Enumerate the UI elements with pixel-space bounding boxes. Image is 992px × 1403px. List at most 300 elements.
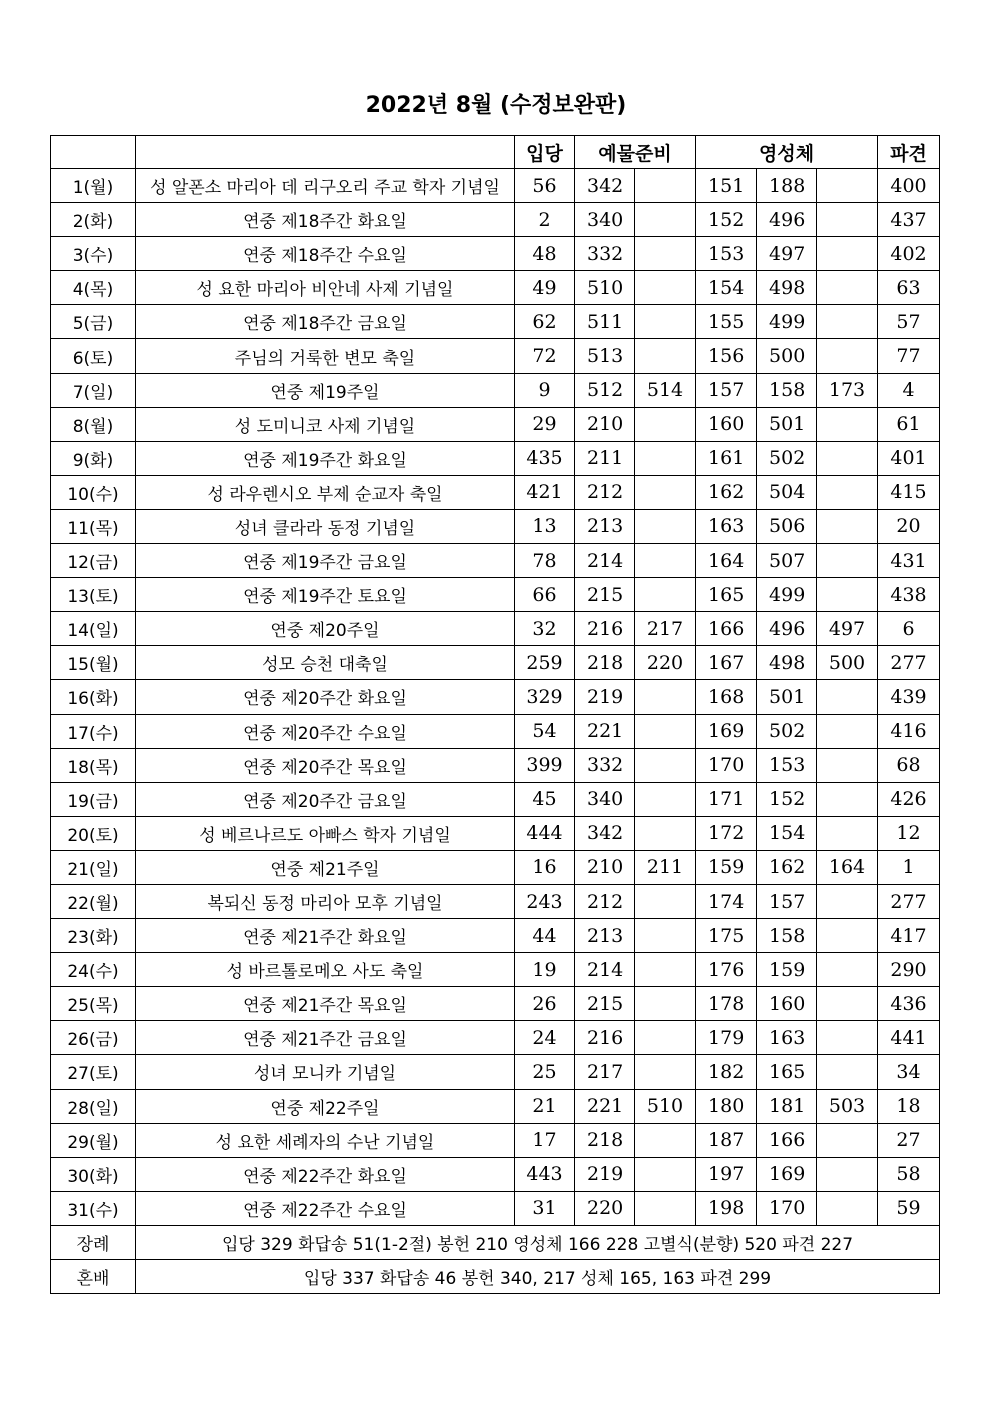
table-row <box>51 578 940 612</box>
cell-communion-2: 498 <box>757 646 817 680</box>
cell-date: 1(월) <box>51 169 136 203</box>
cell-dismissal: 431 <box>878 544 940 578</box>
cell-entrance: 78 <box>515 544 575 578</box>
cell-celebration: 연중 제21주일 <box>136 850 515 884</box>
cell-entrance: 54 <box>515 714 575 748</box>
cell-offertory-2 <box>635 953 696 987</box>
cell-communion-3 <box>817 884 878 918</box>
cell-offertory-1: 332 <box>575 748 635 782</box>
cell-communion-1: 154 <box>696 271 757 305</box>
cell-celebration: 성 도미니코 사제 기념일 <box>136 407 515 441</box>
cell-communion-2: 502 <box>757 441 817 475</box>
cell-celebration: 연중 제21주간 금요일 <box>136 1021 515 1055</box>
cell-communion-1: 163 <box>696 509 757 543</box>
cell-offertory-1: 212 <box>575 884 635 918</box>
cell-offertory-2 <box>635 1021 696 1055</box>
cell-communion-3 <box>817 1055 878 1089</box>
table-row <box>51 169 940 203</box>
cell-dismissal: 57 <box>878 305 940 339</box>
cell-dismissal: 6 <box>878 612 940 646</box>
cell-dismissal: 417 <box>878 919 940 953</box>
cell-offertory-2 <box>635 509 696 543</box>
cell-date: 20(토) <box>51 816 136 850</box>
cell-offertory-1: 512 <box>575 373 635 407</box>
cell-communion-1: 172 <box>696 816 757 850</box>
cell-offertory-2 <box>635 339 696 373</box>
cell-celebration: 연중 제18주간 수요일 <box>136 237 515 271</box>
table-row <box>51 339 940 373</box>
cell-entrance: 32 <box>515 612 575 646</box>
cell-communion-1: 156 <box>696 339 757 373</box>
page-title: 2022년 8월 (수정보완판) <box>365 93 627 118</box>
cell-communion-2: 501 <box>757 680 817 714</box>
cell-celebration: 복되신 동정 마리아 모후 기념일 <box>136 884 515 918</box>
table-row <box>51 373 940 407</box>
cell-date: 11(목) <box>51 509 136 543</box>
cell-dismissal: 290 <box>878 953 940 987</box>
cell-communion-2: 162 <box>757 850 817 884</box>
table-row <box>51 1055 940 1089</box>
cell-offertory-2 <box>635 714 696 748</box>
table-row <box>51 816 940 850</box>
cell-dismissal: 402 <box>878 237 940 271</box>
cell-celebration: 연중 제19주간 토요일 <box>136 578 515 612</box>
cell-date: 2(화) <box>51 203 136 237</box>
cell-entrance: 443 <box>515 1157 575 1191</box>
cell-offertory-1: 211 <box>575 441 635 475</box>
cell-communion-1: 187 <box>696 1123 757 1157</box>
cell-communion-2: 158 <box>757 919 817 953</box>
cell-offertory-2 <box>635 1123 696 1157</box>
cell-celebration: 성모 승천 대축일 <box>136 646 515 680</box>
cell-offertory-2 <box>635 271 696 305</box>
cell-offertory-2 <box>635 441 696 475</box>
cell-offertory-1: 217 <box>575 1055 635 1089</box>
cell-dismissal: 416 <box>878 714 940 748</box>
cell-entrance: 66 <box>515 578 575 612</box>
cell-celebration: 연중 제22주간 화요일 <box>136 1157 515 1191</box>
cell-communion-1: 174 <box>696 884 757 918</box>
cell-offertory-2 <box>635 1055 696 1089</box>
cell-celebration: 성 요한 세례자의 수난 기념일 <box>136 1123 515 1157</box>
table-row <box>51 407 940 441</box>
cell-offertory-1: 218 <box>575 1123 635 1157</box>
cell-entrance: 26 <box>515 987 575 1021</box>
cell-communion-1: 168 <box>696 680 757 714</box>
cell-offertory-1: 216 <box>575 1021 635 1055</box>
cell-communion-2: 153 <box>757 748 817 782</box>
cell-communion-3 <box>817 305 878 339</box>
cell-celebration: 연중 제20주간 화요일 <box>136 680 515 714</box>
cell-celebration: 연중 제22주일 <box>136 1089 515 1123</box>
cell-communion-2: 188 <box>757 169 817 203</box>
cell-date: 10(수) <box>51 475 136 509</box>
cell-date: 3(수) <box>51 237 136 271</box>
cell-entrance: 2 <box>515 203 575 237</box>
cell-communion-3 <box>817 1021 878 1055</box>
table-row <box>51 237 940 271</box>
cell-communion-2: 159 <box>757 953 817 987</box>
cell-entrance: 9 <box>515 373 575 407</box>
cell-communion-3 <box>817 509 878 543</box>
cell-date: 26(금) <box>51 1021 136 1055</box>
cell-offertory-1: 213 <box>575 919 635 953</box>
cell-date: 17(수) <box>51 714 136 748</box>
cell-offertory-1: 215 <box>575 578 635 612</box>
table-row <box>51 475 940 509</box>
table-row <box>51 1123 940 1157</box>
cell-offertory-1: 210 <box>575 407 635 441</box>
cell-communion-3 <box>817 578 878 612</box>
cell-date: 6(토) <box>51 339 136 373</box>
cell-offertory-2: 510 <box>635 1089 696 1123</box>
cell-celebration: 성녀 클라라 동정 기념일 <box>136 509 515 543</box>
cell-communion-3 <box>817 544 878 578</box>
cell-offertory-1: 219 <box>575 1157 635 1191</box>
cell-offertory-1: 214 <box>575 544 635 578</box>
cell-date: 24(수) <box>51 953 136 987</box>
cell-communion-2: 506 <box>757 509 817 543</box>
cell-dismissal: 68 <box>878 748 940 782</box>
cell-communion-2: 504 <box>757 475 817 509</box>
cell-communion-1: 159 <box>696 850 757 884</box>
header-offertory: 예물준비 <box>575 136 696 169</box>
cell-date: 28(일) <box>51 1089 136 1123</box>
cell-celebration: 주님의 거룩한 변모 축일 <box>136 339 515 373</box>
cell-dismissal: 58 <box>878 1157 940 1191</box>
cell-communion-3 <box>817 680 878 714</box>
cell-entrance: 329 <box>515 680 575 714</box>
header-row <box>51 136 940 169</box>
cell-celebration: 연중 제20주일 <box>136 612 515 646</box>
cell-communion-1: 170 <box>696 748 757 782</box>
cell-date: 4(목) <box>51 271 136 305</box>
cell-date: 23(화) <box>51 919 136 953</box>
table-row <box>51 1021 940 1055</box>
cell-communion-3 <box>817 1123 878 1157</box>
table-row <box>51 850 940 884</box>
cell-celebration: 연중 제22주간 수요일 <box>136 1191 515 1225</box>
cell-communion-3 <box>817 441 878 475</box>
cell-dismissal: 1 <box>878 850 940 884</box>
cell-date: 21(일) <box>51 850 136 884</box>
cell-dismissal: 277 <box>878 884 940 918</box>
table-row <box>51 953 940 987</box>
table-row <box>51 1157 940 1191</box>
cell-offertory-2 <box>635 407 696 441</box>
cell-dismissal: 400 <box>878 169 940 203</box>
table-row <box>51 748 940 782</box>
cell-communion-2: 500 <box>757 339 817 373</box>
cell-offertory-1: 342 <box>575 169 635 203</box>
cell-celebration: 연중 제20주간 금요일 <box>136 782 515 816</box>
wedding-row <box>51 1259 940 1293</box>
cell-offertory-1: 221 <box>575 1089 635 1123</box>
cell-celebration: 성 베르나르도 아빠스 학자 기념일 <box>136 816 515 850</box>
cell-dismissal: 415 <box>878 475 940 509</box>
cell-communion-2: 154 <box>757 816 817 850</box>
cell-communion-2: 507 <box>757 544 817 578</box>
cell-communion-2: 170 <box>757 1191 817 1225</box>
table-row <box>51 305 940 339</box>
cell-entrance: 16 <box>515 850 575 884</box>
cell-entrance: 31 <box>515 1191 575 1225</box>
cell-offertory-1: 511 <box>575 305 635 339</box>
funeral-text: 입당 329 화답송 51(1-2절) 봉헌 210 영성체 166 228 고별식(분향) 520 파견 227 <box>136 1225 940 1259</box>
cell-offertory-1: 210 <box>575 850 635 884</box>
cell-offertory-2 <box>635 544 696 578</box>
cell-dismissal: 20 <box>878 509 940 543</box>
cell-offertory-1: 219 <box>575 680 635 714</box>
wedding-label: 혼배 <box>51 1259 136 1293</box>
cell-communion-1: 165 <box>696 578 757 612</box>
cell-communion-1: 182 <box>696 1055 757 1089</box>
cell-communion-3 <box>817 407 878 441</box>
cell-offertory-1: 216 <box>575 612 635 646</box>
cell-entrance: 421 <box>515 475 575 509</box>
cell-date: 22(월) <box>51 884 136 918</box>
cell-communion-1: 161 <box>696 441 757 475</box>
cell-offertory-1: 215 <box>575 987 635 1021</box>
cell-date: 14(일) <box>51 612 136 646</box>
cell-offertory-1: 220 <box>575 1191 635 1225</box>
cell-communion-3: 503 <box>817 1089 878 1123</box>
funeral-row <box>51 1225 940 1259</box>
cell-offertory-2 <box>635 203 696 237</box>
cell-offertory-2 <box>635 1191 696 1225</box>
cell-communion-3 <box>817 169 878 203</box>
cell-dismissal: 77 <box>878 339 940 373</box>
cell-offertory-1: 214 <box>575 953 635 987</box>
cell-celebration: 연중 제19주간 화요일 <box>136 441 515 475</box>
cell-entrance: 13 <box>515 509 575 543</box>
cell-communion-1: 153 <box>696 237 757 271</box>
cell-date: 30(화) <box>51 1157 136 1191</box>
cell-communion-3 <box>817 1191 878 1225</box>
cell-communion-2: 496 <box>757 612 817 646</box>
cell-offertory-1: 212 <box>575 475 635 509</box>
cell-communion-3: 500 <box>817 646 878 680</box>
cell-communion-3: 497 <box>817 612 878 646</box>
cell-offertory-2: 211 <box>635 850 696 884</box>
cell-offertory-2 <box>635 884 696 918</box>
table-row <box>51 544 940 578</box>
cell-communion-3 <box>817 1157 878 1191</box>
cell-offertory-1: 513 <box>575 339 635 373</box>
cell-communion-1: 171 <box>696 782 757 816</box>
cell-offertory-1: 221 <box>575 714 635 748</box>
header-celebration <box>136 136 515 169</box>
cell-offertory-2 <box>635 748 696 782</box>
cell-communion-1: 160 <box>696 407 757 441</box>
cell-offertory-1: 213 <box>575 509 635 543</box>
cell-communion-1: 164 <box>696 544 757 578</box>
cell-communion-2: 499 <box>757 578 817 612</box>
cell-entrance: 45 <box>515 782 575 816</box>
cell-date: 7(일) <box>51 373 136 407</box>
cell-communion-1: 175 <box>696 919 757 953</box>
cell-dismissal: 61 <box>878 407 940 441</box>
cell-communion-2: 165 <box>757 1055 817 1089</box>
cell-offertory-1: 218 <box>575 646 635 680</box>
cell-entrance: 24 <box>515 1021 575 1055</box>
cell-entrance: 399 <box>515 748 575 782</box>
cell-dismissal: 27 <box>878 1123 940 1157</box>
cell-offertory-2 <box>635 475 696 509</box>
cell-offertory-2: 217 <box>635 612 696 646</box>
cell-dismissal: 437 <box>878 203 940 237</box>
cell-communion-1: 178 <box>696 987 757 1021</box>
cell-celebration: 연중 제21주간 목요일 <box>136 987 515 1021</box>
cell-offertory-2 <box>635 1157 696 1191</box>
cell-celebration: 성 라우렌시오 부제 순교자 축일 <box>136 475 515 509</box>
cell-offertory-1: 342 <box>575 816 635 850</box>
cell-communion-3 <box>817 919 878 953</box>
cell-date: 31(수) <box>51 1191 136 1225</box>
cell-communion-3 <box>817 475 878 509</box>
table-row <box>51 680 940 714</box>
cell-entrance: 19 <box>515 953 575 987</box>
cell-entrance: 29 <box>515 407 575 441</box>
table-row <box>51 714 940 748</box>
cell-communion-1: 151 <box>696 169 757 203</box>
cell-dismissal: 34 <box>878 1055 940 1089</box>
cell-dismissal: 401 <box>878 441 940 475</box>
cell-entrance: 72 <box>515 339 575 373</box>
cell-offertory-1: 332 <box>575 237 635 271</box>
cell-communion-1: 152 <box>696 203 757 237</box>
cell-date: 5(금) <box>51 305 136 339</box>
table-row <box>51 646 940 680</box>
cell-communion-3 <box>817 203 878 237</box>
cell-celebration: 성 알폰소 마리아 데 리구오리 주교 학자 기념일 <box>136 169 515 203</box>
cell-communion-1: 180 <box>696 1089 757 1123</box>
cell-communion-1: 176 <box>696 953 757 987</box>
table-row <box>51 509 940 543</box>
cell-communion-2: 166 <box>757 1123 817 1157</box>
cell-communion-2: 501 <box>757 407 817 441</box>
cell-entrance: 243 <box>515 884 575 918</box>
cell-entrance: 48 <box>515 237 575 271</box>
cell-dismissal: 59 <box>878 1191 940 1225</box>
cell-communion-2: 169 <box>757 1157 817 1191</box>
cell-entrance: 49 <box>515 271 575 305</box>
header-communion: 영성체 <box>696 136 878 169</box>
cell-entrance: 62 <box>515 305 575 339</box>
cell-offertory-2 <box>635 169 696 203</box>
cell-celebration: 성 요한 마리아 비안네 사제 기념일 <box>136 271 515 305</box>
wedding-text: 입당 337 화답송 46 봉헌 340, 217 성체 165, 163 파견 299 <box>136 1259 940 1293</box>
table-row <box>51 987 940 1021</box>
cell-communion-2: 163 <box>757 1021 817 1055</box>
cell-entrance: 259 <box>515 646 575 680</box>
cell-communion-1: 169 <box>696 714 757 748</box>
cell-celebration: 성녀 모니카 기념일 <box>136 1055 515 1089</box>
cell-celebration: 연중 제19주일 <box>136 373 515 407</box>
cell-communion-1: 166 <box>696 612 757 646</box>
cell-communion-2: 496 <box>757 203 817 237</box>
cell-communion-2: 157 <box>757 884 817 918</box>
cell-offertory-2: 220 <box>635 646 696 680</box>
table-row <box>51 919 940 953</box>
cell-communion-1: 155 <box>696 305 757 339</box>
header-entrance: 입당 <box>515 136 575 169</box>
cell-entrance: 56 <box>515 169 575 203</box>
cell-communion-3 <box>817 953 878 987</box>
cell-date: 27(토) <box>51 1055 136 1089</box>
cell-date: 29(월) <box>51 1123 136 1157</box>
header-date <box>51 136 136 169</box>
cell-celebration: 연중 제20주간 수요일 <box>136 714 515 748</box>
cell-celebration: 연중 제21주간 화요일 <box>136 919 515 953</box>
cell-entrance: 25 <box>515 1055 575 1089</box>
cell-entrance: 17 <box>515 1123 575 1157</box>
cell-date: 25(목) <box>51 987 136 1021</box>
cell-date: 8(월) <box>51 407 136 441</box>
cell-offertory-1: 340 <box>575 782 635 816</box>
cell-communion-2: 160 <box>757 987 817 1021</box>
cell-offertory-2 <box>635 237 696 271</box>
table-row <box>51 271 940 305</box>
cell-dismissal: 438 <box>878 578 940 612</box>
table-row <box>51 782 940 816</box>
cell-dismissal: 426 <box>878 782 940 816</box>
cell-communion-1: 162 <box>696 475 757 509</box>
cell-communion-2: 498 <box>757 271 817 305</box>
table-row <box>51 203 940 237</box>
cell-entrance: 44 <box>515 919 575 953</box>
hymn-schedule-table <box>50 135 940 1294</box>
cell-offertory-2 <box>635 987 696 1021</box>
cell-offertory-1: 510 <box>575 271 635 305</box>
cell-entrance: 435 <box>515 441 575 475</box>
cell-offertory-2 <box>635 578 696 612</box>
cell-date: 9(화) <box>51 441 136 475</box>
cell-offertory-1: 340 <box>575 203 635 237</box>
cell-communion-3 <box>817 782 878 816</box>
header-dismissal: 파견 <box>878 136 940 169</box>
table-row <box>51 441 940 475</box>
cell-communion-3 <box>817 714 878 748</box>
cell-date: 15(월) <box>51 646 136 680</box>
cell-communion-3 <box>817 748 878 782</box>
cell-communion-3 <box>817 339 878 373</box>
cell-offertory-2 <box>635 680 696 714</box>
cell-dismissal: 441 <box>878 1021 940 1055</box>
cell-offertory-2 <box>635 305 696 339</box>
cell-dismissal: 277 <box>878 646 940 680</box>
table-row <box>51 884 940 918</box>
cell-communion-2: 152 <box>757 782 817 816</box>
cell-celebration: 연중 제18주간 금요일 <box>136 305 515 339</box>
cell-dismissal: 436 <box>878 987 940 1021</box>
cell-offertory-2 <box>635 782 696 816</box>
cell-offertory-2 <box>635 919 696 953</box>
cell-communion-1: 157 <box>696 373 757 407</box>
cell-communion-3 <box>817 237 878 271</box>
cell-communion-1: 179 <box>696 1021 757 1055</box>
cell-communion-3 <box>817 987 878 1021</box>
cell-communion-3: 173 <box>817 373 878 407</box>
cell-date: 18(목) <box>51 748 136 782</box>
table-row <box>51 612 940 646</box>
cell-dismissal: 4 <box>878 373 940 407</box>
cell-celebration: 연중 제20주간 목요일 <box>136 748 515 782</box>
cell-communion-2: 181 <box>757 1089 817 1123</box>
cell-communion-2: 499 <box>757 305 817 339</box>
cell-communion-2: 497 <box>757 237 817 271</box>
cell-offertory-2 <box>635 816 696 850</box>
